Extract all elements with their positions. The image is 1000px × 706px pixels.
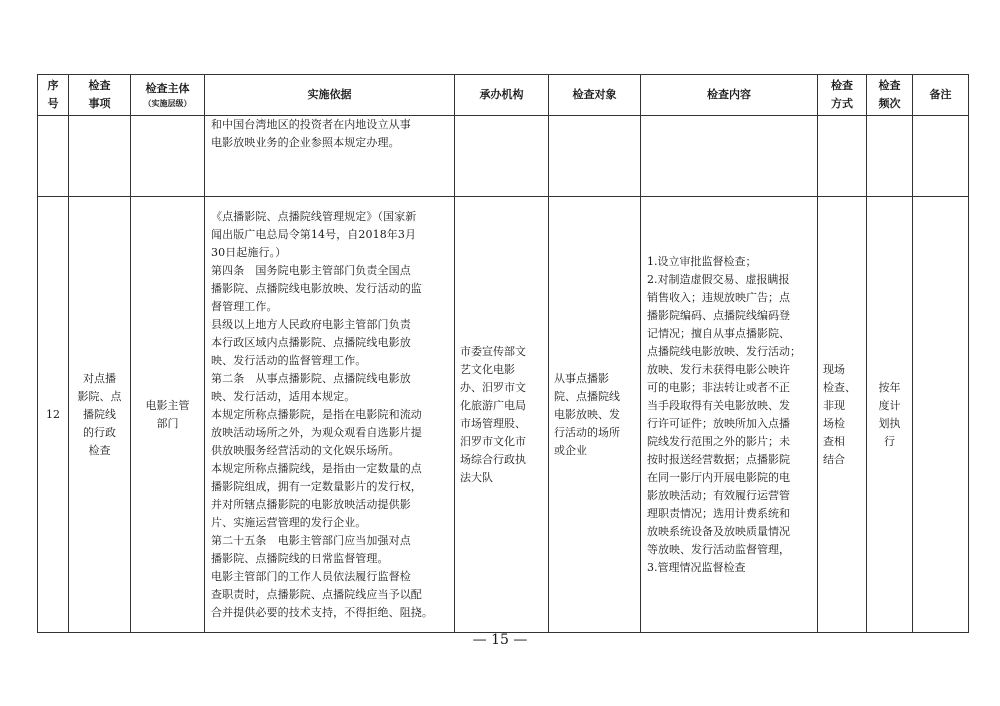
header-basis: 实施依据 — [205, 75, 455, 116]
cell-method — [818, 116, 867, 197]
method-text: 现场 检查、 非现 场检 查相 结合 — [823, 362, 856, 466]
cell-note — [913, 197, 969, 633]
header-org: 承办机构 — [455, 75, 549, 116]
cell-seq — [38, 116, 69, 197]
cell-basis — [205, 116, 455, 197]
cell-method — [818, 197, 867, 633]
inspection-table — [37, 74, 969, 633]
basis-text: 《点播影院、点播院线管理规定》（国家新 闻出版广电总局令第14号，自2018年3月 30日起施行。） 第四条 国务院电影主管部门负责全国点 播影院、点播院线电影放映、发行活动的监 督管理工作。 县级以上地方人民政府电影主管部门负责 本行政区域内点播影院、点播院线电影放 映、发行活动的监督管理工作。 第二条 从事点播影院、点播院线电影放 映、发行活动，适用本规定。 本规定所称点播影院，是指在电影院和流动 放映活动场所之外，为观众观看自选影片提 供放映服务经营活动的文化娱乐场所。 本规定所称点播院线，是指由一定数量的点 播影院组成，拥有一定数量影片的发行权， 并对所辖点播影院的电影放映活动提供影 片、实施运营管理的发行企业。 第二十五条 电影主管部门应当加强对点 播影院、点播院线的日常监督管理。 电影主管部门的工作人员依法履行监督检 查职责时，点播影院、点播院线应当予以配 合并提供必要的技术支持，不得拒绝、阻挠。 — [211, 209, 433, 619]
cell-freq — [867, 197, 913, 633]
cell-org — [455, 197, 549, 633]
header-row — [38, 75, 969, 116]
cell-target — [549, 197, 641, 633]
header-content: 检查内容 — [641, 75, 818, 116]
cell-org — [455, 116, 549, 197]
freq-text: 按年 度计 划执 行 — [878, 380, 901, 448]
org-text: 市委宣传部文 艺文化电影 办、汨罗市文 化旅游广电局 市场管理股、 汨罗市文化市 场综合行政执 法大队 — [460, 344, 526, 484]
cell-seq: 12 — [38, 197, 69, 633]
header-subject-sub: （实施层级） — [143, 99, 192, 108]
table-row-12 — [38, 197, 969, 633]
cell-note — [913, 116, 969, 197]
item-text: 对点播 影院、点 播院线 的行政 检查 — [77, 371, 122, 457]
header-seq: 序 号 — [38, 75, 69, 116]
basis-text: 和中国台湾地区的投资者在内地设立从事 电影放映业务的企业参照本规定办理。 — [211, 118, 411, 149]
cell-content — [641, 116, 818, 197]
cell-subject — [131, 116, 205, 197]
cell-subject — [131, 197, 205, 633]
cell-freq — [867, 116, 913, 197]
cell-item — [69, 116, 131, 197]
target-text: 从事点播影 院、点播院线 电影放映、发 行活动的场所 或企业 — [554, 371, 620, 457]
subject-text: 电影主管 部门 — [145, 398, 190, 430]
cell-target — [549, 116, 641, 197]
header-note: 备注 — [913, 75, 969, 116]
header-subject: 检查主体 （实施层级） — [131, 75, 205, 116]
header-method: 检查 方式 — [818, 75, 867, 116]
cell-basis — [205, 197, 455, 633]
header-freq: 检查 频次 — [867, 75, 913, 116]
header-item: 检查 事项 — [69, 75, 131, 116]
page-number: — 15 — — [472, 632, 528, 648]
cell-item — [69, 197, 131, 633]
cell-content — [641, 197, 818, 633]
table-row-continued — [38, 116, 969, 197]
header-target: 检查对象 — [549, 75, 641, 116]
content-text: 1.设立审批监督检查； 2.对制造虚假交易、虚报瞒报 销售收入；违规放映广告；点 播影院编码、点播院线编码登 记情况；擅自从事点播影院、 点播院线电影放映、发行活动； 放映、发行未获得电影公映许 可的电影；非法转让或者不正 当手段取得有关电影放映、发 行许可证件；放映所加入点播 院线发行范围之外的影片；未 按时报送经营数据；点播影院 在同一影厅内开展电影院的电 影放映活动；有效履行运营管 理职责情况；选用计费系统和 放映系统设备及放映质量情况 等放映、发行活动监督管理， 3.管理情况监督检查 — [647, 254, 801, 574]
